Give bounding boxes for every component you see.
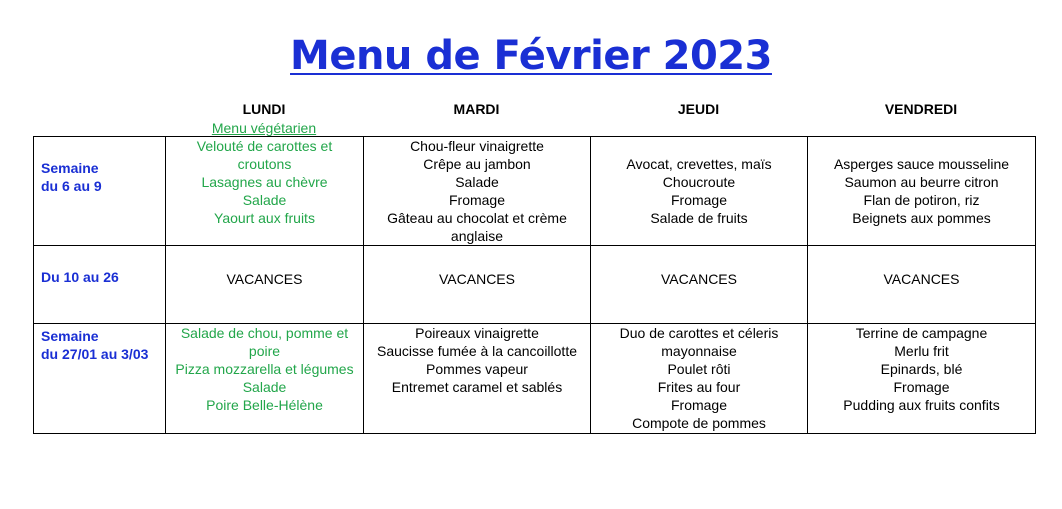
table-row: [34, 246, 1036, 324]
vacation-label: VACANCES: [883, 271, 960, 287]
dish: Flan de potiron, riz: [863, 192, 980, 208]
table-row: [34, 137, 1036, 246]
week-cell: [34, 324, 166, 434]
dish: Poireaux vinaigrette: [415, 325, 539, 341]
dish: mayonnaise: [661, 343, 737, 359]
vacation-cell: [591, 246, 808, 324]
dish: Poire Belle-Hélène: [206, 397, 323, 413]
day-header-lundi: LUNDI: [242, 101, 286, 117]
dish: Fromage: [893, 379, 950, 395]
dish: Asperges sauce mousseline: [833, 156, 1010, 172]
dish: Fromage: [448, 192, 506, 208]
dish: Salade de chou, pomme et: [180, 325, 349, 341]
vacation-cell: [364, 246, 591, 324]
day-header-mardi: MARDI: [453, 101, 500, 117]
dish: Terrine de campagne: [855, 325, 988, 341]
menu-cell-vendredi: [808, 137, 1036, 246]
dish: Salade: [242, 379, 287, 395]
dish: Merlu frit: [894, 343, 949, 359]
vegetarian-menu-label: Menu végétarien: [211, 120, 317, 136]
dish: Pommes vapeur: [426, 361, 528, 377]
dish: Entremet caramel et sablés: [391, 379, 563, 395]
menu-cell-lundi: [166, 324, 364, 434]
week-dates: du 27/01 au 3/03: [41, 346, 149, 362]
vacation-cell: [166, 246, 364, 324]
day-header-vendredi: VENDREDI: [884, 101, 958, 117]
week-cell: [34, 137, 166, 246]
dish: Frites au four: [657, 379, 741, 395]
day-header-jeudi: JEUDI: [677, 101, 720, 117]
week-label: Semaine: [41, 328, 99, 344]
dish: Chou-fleur vinaigrette: [410, 138, 544, 154]
week-cell: [34, 246, 166, 324]
dish: Saucisse fumée à la cancoillotte: [377, 343, 577, 359]
dish: Poulet rôti: [667, 361, 731, 377]
dish: Beignets aux pommes: [852, 210, 991, 226]
dish: Yaourt aux fruits: [214, 210, 315, 226]
vacation-cell: [808, 246, 1036, 324]
week-label: Semaine: [41, 160, 99, 176]
dish: Salade: [455, 174, 499, 190]
dish: Lasagnes au chèvre: [201, 174, 328, 190]
menu-table: [33, 136, 1036, 434]
menu-cell-jeudi: [591, 324, 808, 434]
dish: Epinards, blé: [880, 361, 963, 377]
dish: anglaise: [450, 228, 504, 244]
vacation-label: VACANCES: [439, 271, 515, 287]
vacation-label: VACANCES: [661, 271, 737, 287]
dish: Crêpe au jambon: [423, 156, 531, 172]
menu-cell-vendredi: [808, 324, 1036, 434]
menu-cell-jeudi: [591, 137, 808, 246]
dish: Salade de fruits: [650, 210, 748, 226]
dish: Compote de pommes: [632, 415, 766, 431]
dish: Fromage: [670, 397, 728, 413]
dish: Pudding aux fruits confits: [843, 397, 1000, 413]
menu-cell-mardi: [364, 137, 591, 246]
dish: poire: [248, 343, 281, 359]
dish: croutons: [237, 156, 292, 172]
menu-cell-lundi: [166, 137, 364, 246]
dish: Gâteau au chocolat et crème: [387, 210, 567, 226]
table-row: [34, 324, 1036, 434]
vacation-label: VACANCES: [226, 271, 303, 287]
dish: Duo de carottes et céleris: [619, 325, 779, 341]
dish: Salade: [242, 192, 287, 208]
page-title: Menu de Février 2023: [290, 33, 772, 79]
dish: Fromage: [670, 192, 728, 208]
week-dates: Du 10 au 26: [41, 269, 119, 285]
week-dates: du 6 au 9: [41, 178, 102, 194]
dish: Saumon au beurre citron: [844, 174, 999, 190]
dish: Choucroute: [662, 174, 736, 190]
dish: Pizza mozzarella et légumes: [175, 361, 354, 377]
dish: Velouté de carottes et: [196, 138, 333, 154]
dish: Avocat, crevettes, maïs: [626, 156, 772, 172]
menu-cell-mardi: [364, 324, 591, 434]
